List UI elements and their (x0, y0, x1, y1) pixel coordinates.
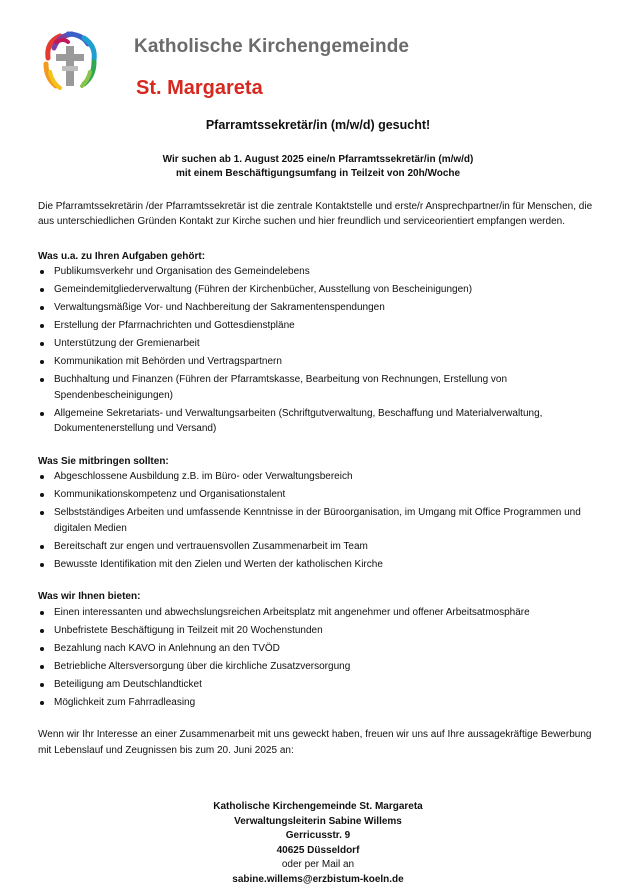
list-item: Selbstständiges Arbeiten und umfassende Kenntnisse in der Büroorganisation, im Umgang mit Office Programmen und digitalen Medien (38, 505, 598, 536)
list-item: Publikumsverkehr und Organisation des Gemeindelebens (38, 264, 598, 280)
list-item: Kommunikation mit Behörden und Vertragspartnern (38, 354, 598, 370)
contact-block (38, 800, 598, 887)
list-item: Buchhaltung und Finanzen (Führen der Pfarramtskasse, Bearbeitung von Rechnungen, Erstellung von Spendenbescheinigungen) (38, 372, 598, 403)
list-item: Verwaltungsmäßige Vor- und Nachbereitung der Sakramentenspendungen (38, 300, 598, 316)
list-item: Beteiligung am Deutschlandticket (38, 677, 598, 693)
letterhead (0, 0, 635, 110)
list-item: Erstellung der Pfarrnachrichten und Gottesdienstpläne (38, 318, 598, 334)
intro-paragraph: Die Pfarramtssekretärin /der Pfarramtssekretär ist die zentrale Kontaktstelle und erste/r Ansprechpartner/in für Menschen, die aus unterschiedlichen Gründen Kontakt zur Kirche suchen und hier freundlich und serviceorientiert empfangen werden. (38, 200, 593, 227)
list-item: Einen interessanten und abwechslungsreichen Arbeitsplatz mit angenehmer und offener Arbeitsatmosphäre (38, 605, 598, 621)
list-item: Bereitschaft zur engen und vertrauensvollen Zusammenarbeit im Team (38, 539, 598, 555)
parish-name: St. Margareta (136, 77, 263, 99)
offers-list (38, 605, 598, 711)
ad-subtitle (38, 153, 598, 181)
section-heading-requirements: Was Sie mitbringen sollten: (38, 455, 169, 467)
subtitle-line-2: mit einem Beschäftigungsumfang in Teilzeit von 20h/Woche (175, 167, 461, 179)
closing-paragraph: Wenn wir Ihr Interesse an einer Zusammenarbeit mit uns geweckt haben, freuen wir uns auf Ihre aussagekräftige Bewerbung mit Lebenslauf und Zeugnissen bis zum 20. Juni 2025 an: (38, 729, 592, 756)
list-item: Bewusste Identifikation mit den Zielen und Werten der katholischen Kirche (38, 557, 598, 573)
list-item: Allgemeine Sekretariats- und Verwaltungsarbeiten (Schriftgutverwaltung, Beschaffung und Materialverwaltung, Dokumentenerstellung und Versand) (38, 406, 598, 437)
ad-title: Pfarramtssekretär/in (m/w/d) gesucht! (205, 118, 431, 132)
job-ad (38, 118, 598, 887)
requirements-list (38, 469, 598, 572)
list-item: Betriebliche Altersversorgung über die kirchliche Zusatzversorgung (38, 659, 598, 675)
org-name: Katholische Kirchengemeinde (134, 36, 410, 57)
tasks-list (38, 264, 598, 437)
list-item: Gemeindemitgliederverwaltung (Führen der Kirchenbücher, Ausstellung von Bescheinigungen) (38, 282, 598, 298)
subtitle-line-1: Wir suchen ab 1. August 2025 eine/n Pfarramtssekretär/in (m/w/d) (162, 153, 474, 165)
contact-person: Verwaltungsleiterin Sabine Willems (234, 815, 402, 827)
list-item: Abgeschlossene Ausbildung z.B. im Büro- oder Verwaltungsbereich (38, 469, 598, 485)
list-item: Kommunikationskompetenz und Organisationstalent (38, 487, 598, 503)
contact-org: Katholische Kirchengemeinde St. Margareta (213, 801, 423, 812)
parish-cross-logo-icon (38, 28, 102, 92)
list-item: Unterstützung der Gremienarbeit (38, 336, 598, 352)
contact-street: Gerricusstr. 9 (285, 830, 351, 841)
list-item: Möglichkeit zum Fahrradleasing (38, 695, 598, 711)
section-heading-tasks: Was u.a. zu Ihren Aufgaben gehört: (38, 250, 206, 262)
section-heading-offers: Was wir Ihnen bieten: (38, 591, 141, 602)
contact-email[interactable]: sabine.willems@erzbistum-koeln.de (232, 873, 404, 885)
list-item: Unbefristete Beschäftigung in Teilzeit mit 20 Wochenstunden (38, 623, 598, 639)
contact-or-mail: oder per Mail an (281, 859, 355, 870)
contact-city: 40625 Düsseldorf (276, 844, 360, 856)
list-item: Bezahlung nach KAVO in Anlehnung an den TVÖD (38, 641, 598, 657)
